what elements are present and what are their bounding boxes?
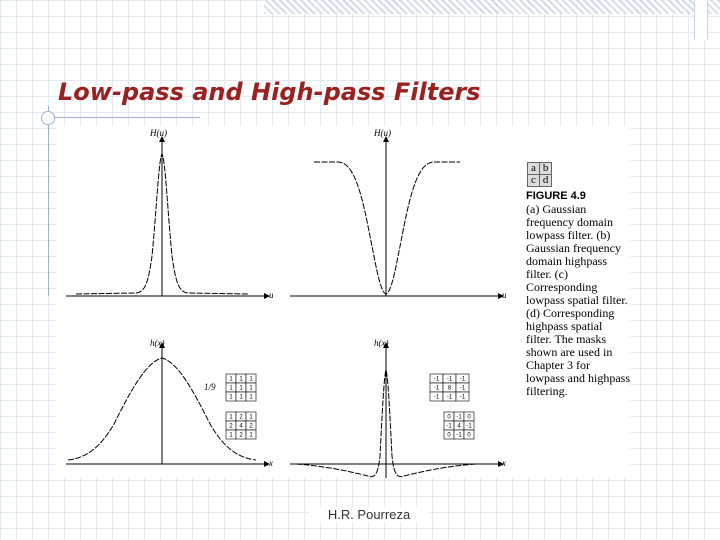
mask-value: 1	[249, 376, 253, 383]
mask-value: 2	[229, 423, 233, 430]
title-rule	[48, 117, 200, 118]
mask-value: 1	[239, 385, 243, 392]
mask-value: 1	[249, 385, 253, 392]
mask-highpass-a	[430, 374, 469, 401]
panel-key-cell: d	[539, 175, 552, 187]
panel-d-x-label: x	[502, 458, 506, 468]
mask-value: 0	[467, 432, 471, 439]
mask-value: 8	[447, 385, 452, 392]
mask-value: 0	[447, 432, 451, 439]
panel-d-y-label: h(x)	[374, 338, 389, 348]
mask-value: -1	[446, 423, 452, 430]
figure-caption	[526, 162, 630, 398]
panel-d	[290, 338, 506, 478]
rule-ornament	[41, 111, 55, 125]
mask-value: -1	[456, 414, 462, 421]
mask-value: -1	[459, 376, 466, 383]
panel-a	[66, 128, 274, 300]
panel-key-cell: a	[528, 163, 540, 175]
mask-lowpass-a	[226, 374, 256, 401]
mask-value: 4	[239, 423, 243, 430]
footer-author: H.R. Pourreza	[309, 507, 429, 522]
mask-value: 2	[249, 423, 253, 430]
slide-title: Low-pass and High-pass Filters	[58, 78, 481, 106]
mask-value: 1	[229, 385, 233, 392]
mask-value: -1	[446, 394, 453, 401]
mask-value: -1	[446, 376, 453, 383]
mask-value: -1	[433, 394, 440, 401]
mask-value: 1	[249, 394, 253, 401]
decorative-pattern	[264, 0, 720, 14]
side-rule	[48, 106, 49, 296]
mask-value: 1	[249, 414, 253, 421]
figure-description: (a) Gaussian frequency domain lowpass filter. (b) Gaussian frequency domain highpass filter. (c) Corresponding lowpass spatial filter. (d) Corresponding highpass spatial filter. The masks shown are used in Chapter 3 for lowpass and highpass filtering.	[526, 202, 630, 398]
figure-label: FIGURE 4.9	[526, 190, 586, 202]
panel-c	[66, 338, 273, 468]
mask-value: 1	[229, 394, 233, 401]
mask-highpass-b	[444, 412, 474, 439]
panel-key-cell: b	[539, 163, 552, 175]
panel-b-x-label: u	[502, 290, 507, 300]
panel-key	[527, 162, 552, 187]
mask-value: -1	[459, 385, 466, 392]
mask-value: 4	[457, 423, 461, 430]
panel-key-cell: c	[528, 175, 540, 187]
mask-value: 2	[239, 414, 243, 421]
mask-value: 1	[229, 414, 233, 421]
panel-c-y-label: h(x)	[150, 338, 165, 348]
mask-value: 1	[239, 376, 243, 383]
mask-value: 1	[239, 394, 243, 401]
mask-value: -1	[459, 394, 466, 401]
mask-value: 2	[239, 432, 243, 439]
panel-c-x-label: x	[269, 458, 273, 468]
mask-lowpass-b	[226, 412, 256, 439]
mask-value: 1	[229, 432, 233, 439]
panel-b-curve	[314, 162, 460, 294]
mask-value: 0	[447, 414, 451, 421]
panel-a-x-label: u	[269, 290, 274, 300]
decorative-bar	[694, 0, 708, 40]
mask-value: 1	[249, 432, 253, 439]
mask-value: -1	[466, 423, 472, 430]
mask-value: 0	[467, 414, 471, 421]
figure-4-9	[56, 126, 630, 478]
panel-b	[290, 128, 507, 300]
filter-plots	[56, 126, 526, 478]
panel-a-y-label: H(u)	[150, 128, 167, 138]
panel-b-y-label: H(u)	[374, 128, 391, 138]
mask-value: 1	[229, 376, 233, 383]
mask-value: -1	[433, 376, 440, 383]
mask-value: -1	[433, 385, 440, 392]
mask-value: -1	[456, 432, 462, 439]
panel-c-scale: 1/9	[204, 382, 216, 392]
